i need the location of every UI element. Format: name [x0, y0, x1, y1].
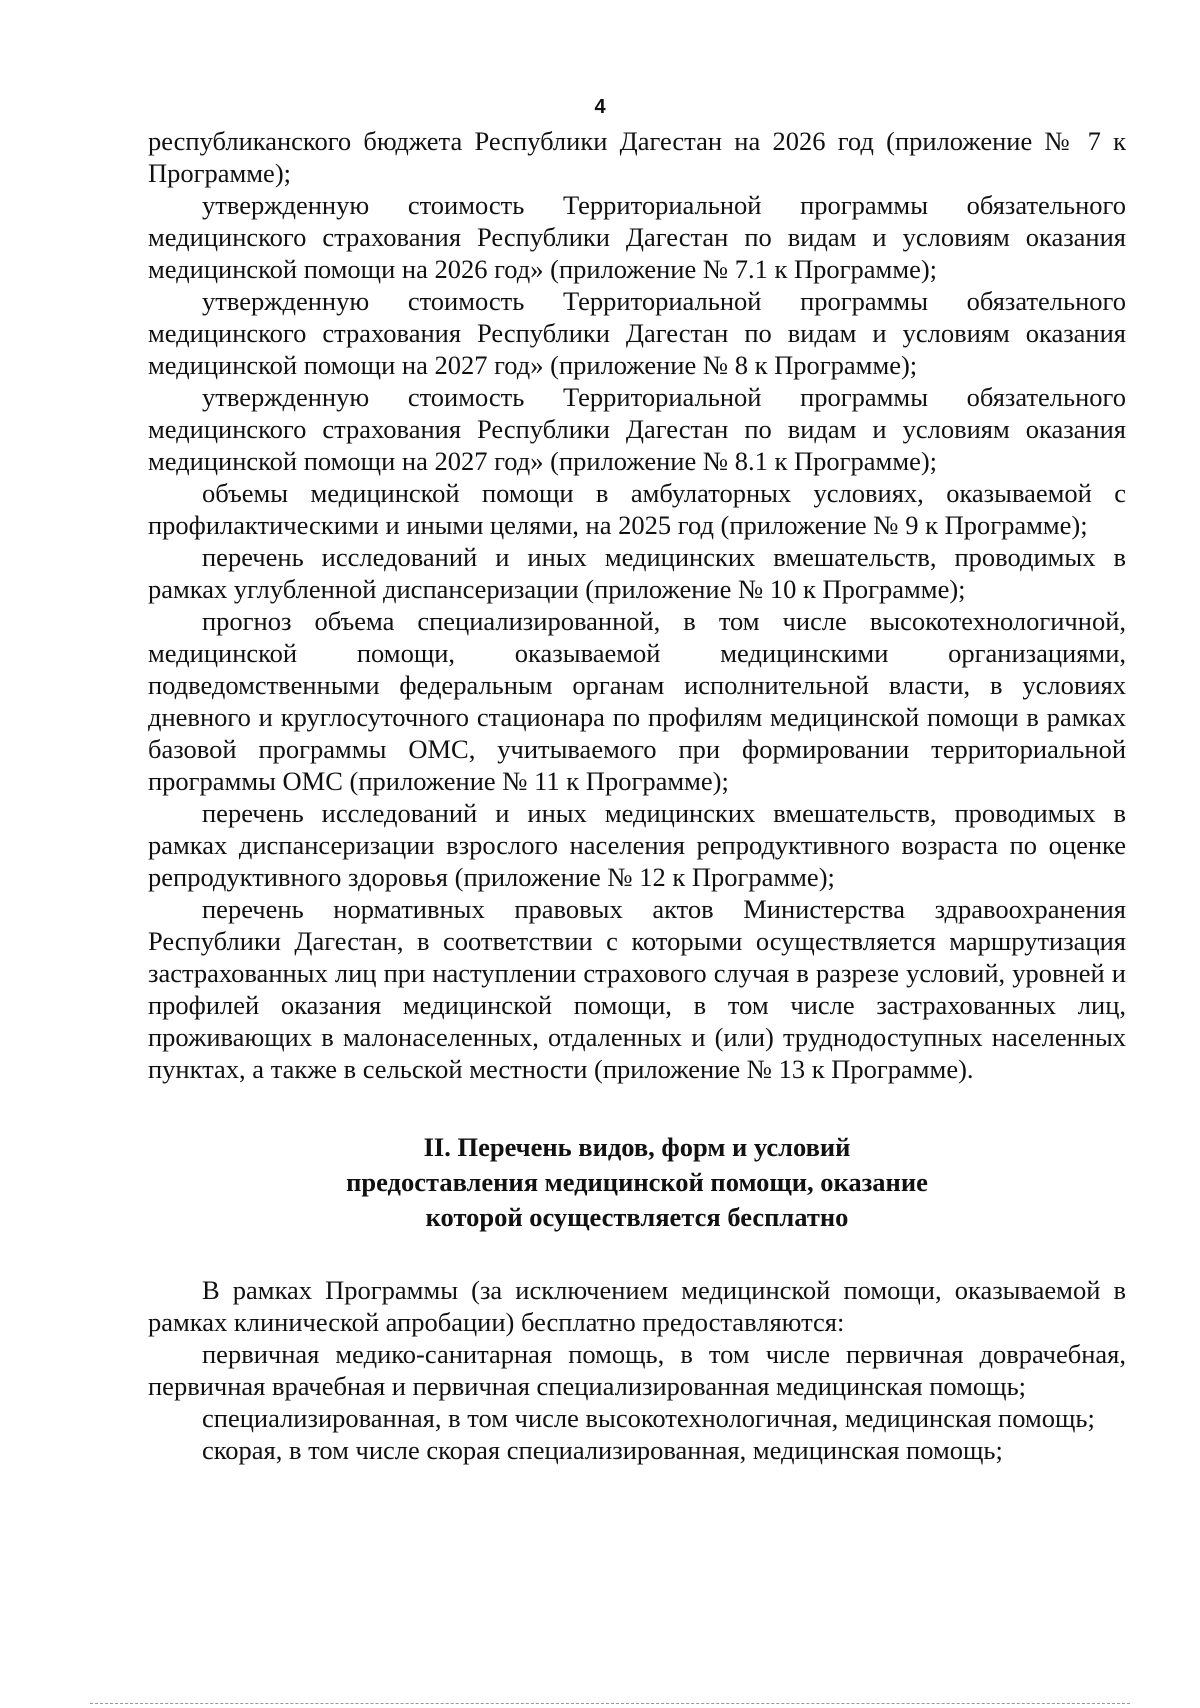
- paragraph: прогноз объема специализированной, в том числе высокотехнологичной, медицинской помощи, оказываемой медицинскими организациями, подведомственными федеральным органам исполнительной власти, в условиях дневного и круглосуточного стационара по профилям медицинской помощи в рамках базовой программы ОМС, учитываемого при формировании территориальной программы ОМС (приложение № 11 к Программе);: [148, 606, 1126, 796]
- scan-edge-line: [90, 1703, 1130, 1704]
- paragraph: перечень нормативных правовых актов Министерства здравоохранения Республики Дагестан, в соответствии с которыми осуществляется маршрутизация застрахованных лиц при наступлении страхового случая в разрезе условий, уровней и профилей оказания медицинской помощи, в том числе застрахованных лиц, проживающих в малонаселенных, отдаленных и (или) труднодоступных населенных пунктах, а также в сельской местности (приложение № 13 к Программе).: [148, 894, 1126, 1084]
- section-heading-line: предоставления медицинской помощи, оказание: [346, 1167, 928, 1197]
- paragraph: утвержденную стоимость Территориальной программы обязательного медицинского страхования Республики Дагестан по видам и условиям оказания медицинской помощи на 2027 год» (приложение № 8.1 к Программе);: [148, 382, 1126, 476]
- page-number: 4: [594, 96, 606, 118]
- paragraph: перечень исследований и иных медицинских вмешательств, проводимых в рамках углубленной диспансеризации (приложение № 10 к Программе);: [148, 542, 1126, 604]
- paragraph: В рамках Программы (за исключением медицинской помощи, оказываемой в рамках клинической апробации) бесплатно предоставляются:: [148, 1275, 1126, 1337]
- paragraph: первичная медико-санитарная помощь, в том числе первичная доврачебная, первичная врачебная и первичная специализированная медицинская помощь;: [148, 1339, 1126, 1401]
- paragraph: утвержденную стоимость Территориальной программы обязательного медицинского страхования Республики Дагестан по видам и условиям оказания медицинской помощи на 2027 год» (приложение № 8 к Программе);: [148, 286, 1126, 380]
- paragraph: объемы медицинской помощи в амбулаторных условиях, оказываемой с профилактическими и иными целями, на 2025 год (приложение № 9 к Программе);: [148, 478, 1126, 540]
- document-body: [148, 125, 1126, 1466]
- section-heading-line: II. Перечень видов, форм и условий: [423, 1132, 851, 1162]
- paragraph: специализированная, в том числе высокотехнологичная, медицинская помощь;: [202, 1403, 1095, 1433]
- section-heading: [148, 1130, 1126, 1235]
- section-heading-line: которой осуществляется бесплатно: [425, 1202, 849, 1232]
- paragraph: республиканского бюджета Республики Дагестан на 2026 год (приложение № 7 к Программе);: [148, 126, 1126, 188]
- paragraph: скорая, в том числе скорая специализированная, медицинская помощь;: [202, 1435, 1003, 1465]
- paragraph: утвержденную стоимость Территориальной программы обязательного медицинского страхования Республики Дагестан по видам и условиям оказания медицинской помощи на 2026 год» (приложение № 7.1 к Программе);: [148, 190, 1126, 284]
- paragraph: перечень исследований и иных медицинских вмешательств, проводимых в рамках диспансеризации взрослого населения репродуктивного возраста по оценке репродуктивного здоровья (приложение № 12 к Программе);: [148, 798, 1126, 892]
